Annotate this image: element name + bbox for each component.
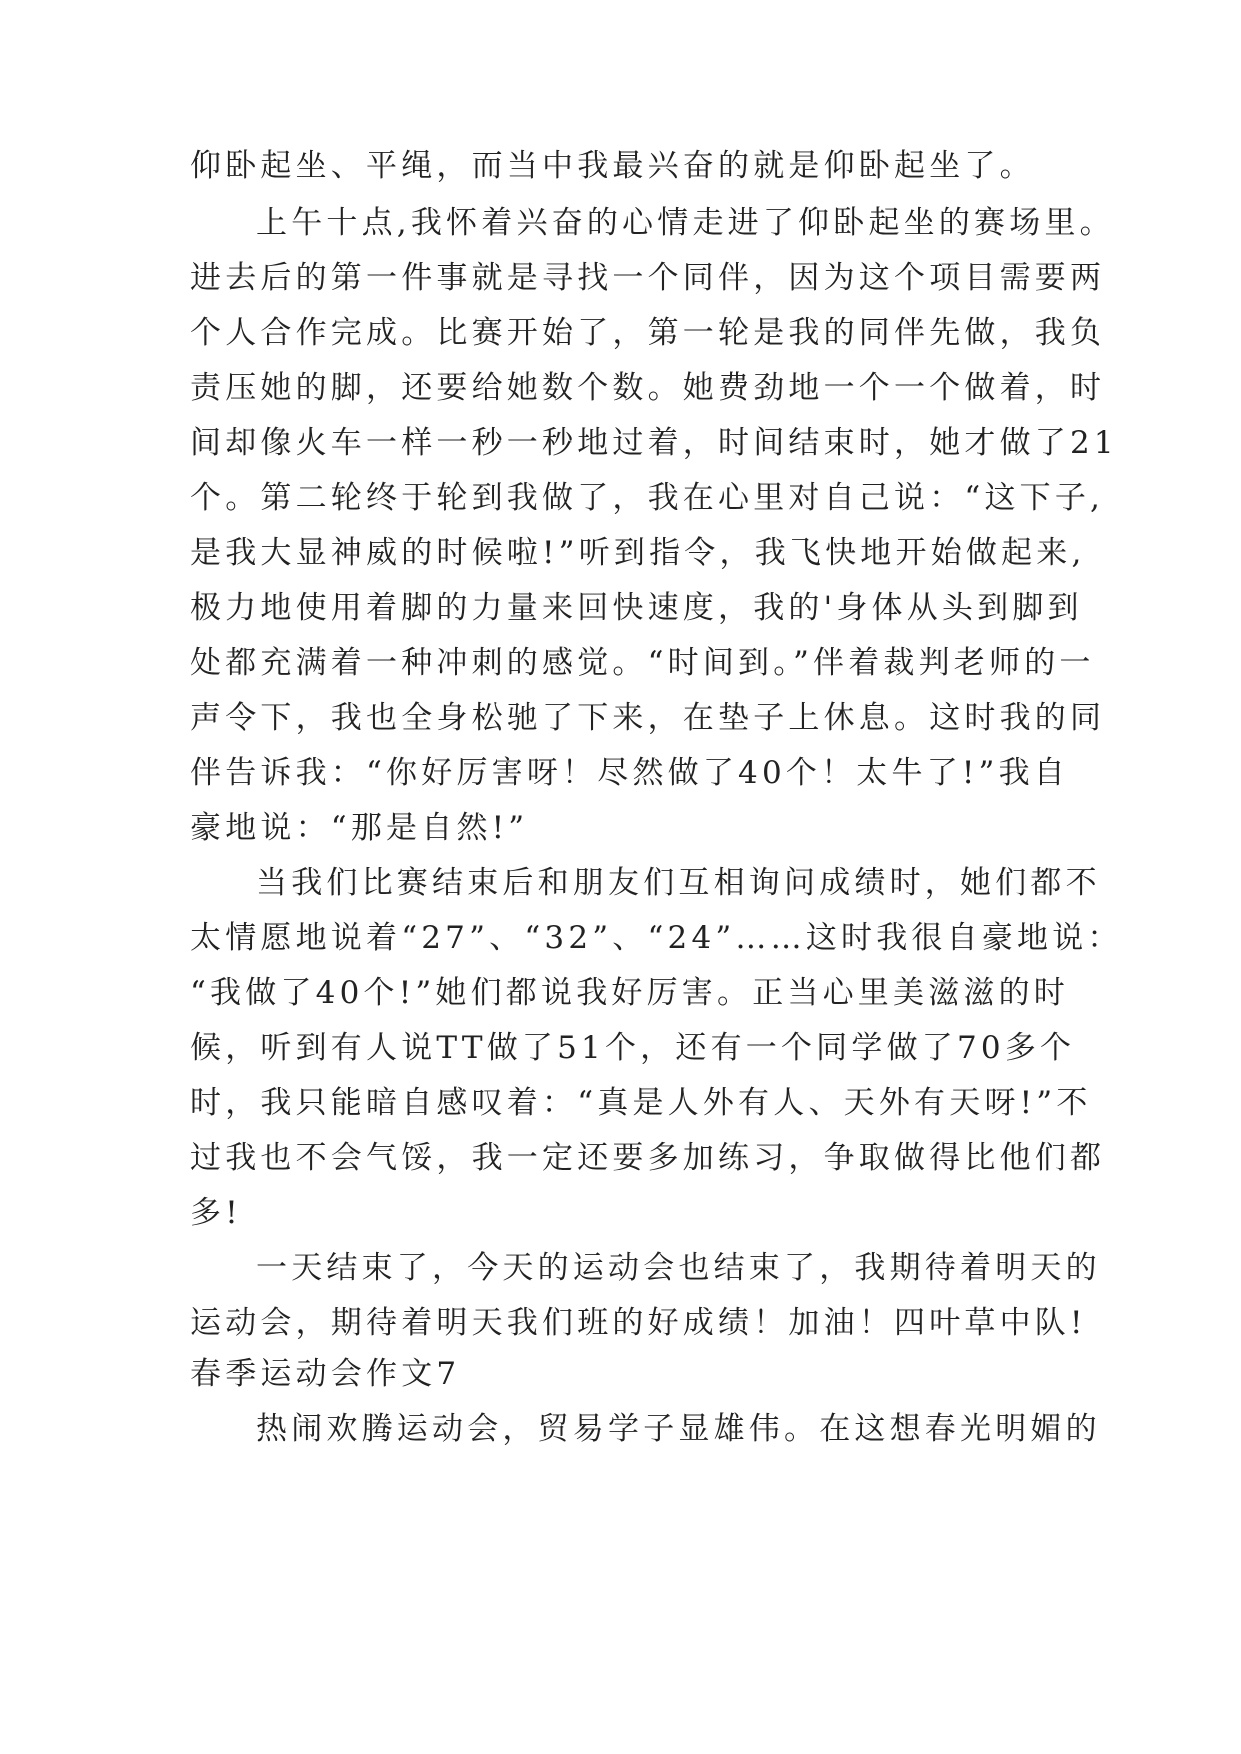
text-line: 豪地说：“那是自然!” — [190, 810, 529, 846]
text-line: 热闹欢腾运动会，贸易学子显雄伟。在这想春光明媚的 — [256, 1411, 1101, 1447]
text-line: 间却像火车一样一秒一秒地过着，时间结束时，她才做了21 — [190, 425, 1118, 461]
text-line: 处都充满着一种冲刺的感觉。“时间到。”伴着裁判老师的一 — [190, 645, 1095, 681]
text-line: 进去后的第一件事就是寻找一个同伴，因为这个项目需要两 — [190, 260, 1106, 296]
text-line: 太情愿地说着“27”、“32”、“24”……这时我很自豪地说： — [190, 920, 1123, 956]
text-line: 运动会，期待着明天我们班的好成绩！加油！四叶草中队! — [190, 1305, 1087, 1341]
text-line: 上午十点,我怀着兴奋的心情走进了仰卧起坐的赛场里。 — [256, 205, 1115, 241]
text-line: 极力地使用着脚的力量来回快速度，我的'身体从头到脚到 — [190, 590, 1083, 626]
text-line: 候，听到有人说TT做了51个，还有一个同学做了70多个 — [190, 1030, 1076, 1066]
text-line: 当我们比赛结束后和朋友们互相询问成绩时，她们都不 — [256, 865, 1101, 901]
text-line: “我做了40个!”她们都说我好厉害。正当心里美滋滋的时 — [190, 975, 1069, 1011]
text-line: 责压她的脚，还要给她数个数。她费劲地一个一个做着，时 — [190, 370, 1106, 406]
section-heading: 春季运动会作文7 — [190, 1356, 461, 1392]
text-line: 声令下，我也全身松驰了下来，在垫子上休息。这时我的同 — [190, 700, 1106, 736]
text-line: 多! — [190, 1195, 242, 1231]
text-line: 过我也不会气馁，我一定还要多加练习，争取做得比他们都 — [190, 1140, 1106, 1176]
text-line: 个。第二轮终于轮到我做了，我在心里对自己说：“这下子, — [190, 480, 1105, 516]
text-line: 是我大显神威的时候啦!”听到指令，我飞快地开始做起来, — [190, 535, 1086, 571]
text-line: 仰卧起坐、平绳，而当中我最兴奋的就是仰卧起坐了。 — [190, 148, 1035, 184]
text-line: 个人合作完成。比赛开始了，第一轮是我的同伴先做，我负 — [190, 315, 1106, 351]
text-line: 伴告诉我：“你好厉害呀！尽然做了40个！太牛了!”我自 — [190, 755, 1069, 791]
text-line: 时，我只能暗自感叹着：“真是人外有人、天外有天呀!”不 — [190, 1085, 1092, 1121]
text-line: 一天结束了，今天的运动会也结束了，我期待着明天的 — [256, 1250, 1101, 1286]
